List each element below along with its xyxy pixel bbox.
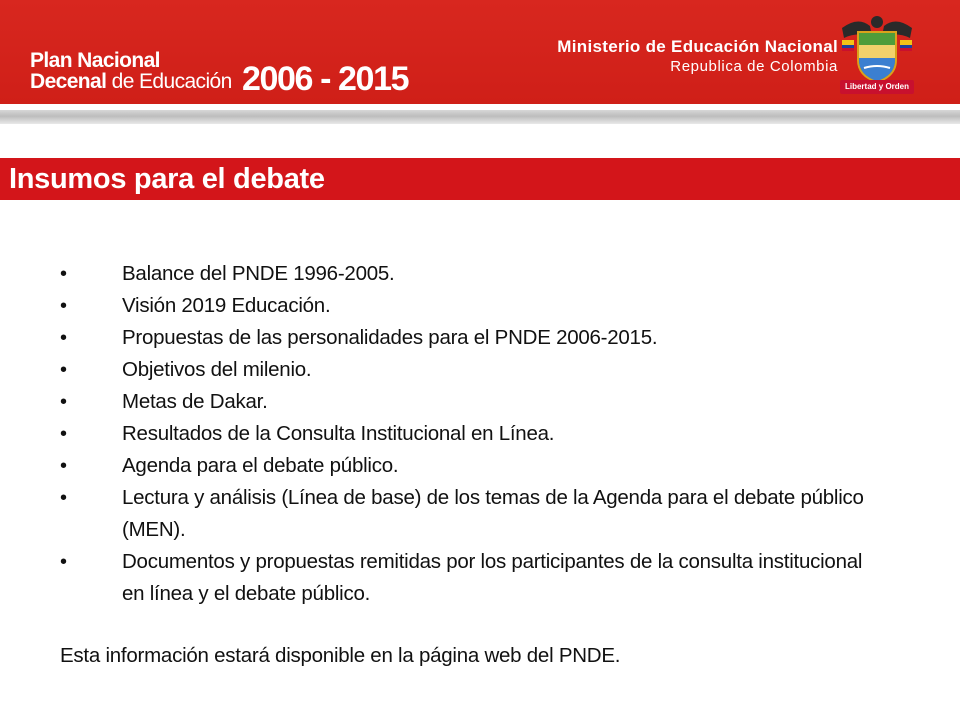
bullet-dot: • [60,455,67,477]
header-gray-divider [0,110,960,124]
ministry-block [557,36,838,76]
plan-logo-years: 2006 - 2015 [242,60,409,98]
crest-motto: Libertad y Orden [844,82,909,91]
bullet-list [0,258,960,610]
bullet-dot: • [60,551,67,573]
bullet-dot: • [60,359,67,381]
availability-note: Esta información estará disponible en la página web del PNDE. [60,644,621,667]
list-item-text: Documentos y propuestas remitidas por los participantes de la consulta institucional en línea y el debate público. [122,550,863,605]
plan-logo-educacion: de Educación [111,70,232,93]
list-item-text: Agenda para el debate público. [122,454,399,477]
list-item [0,258,882,290]
list-item-text: Metas de Dakar. [122,390,268,413]
list-item [0,354,882,386]
list-item [0,450,882,482]
list-item [0,546,882,610]
plan-decenal-logo [30,50,430,98]
plan-logo-decenal: Decenal [30,70,107,93]
slide-title: Insumos para el debate [9,163,325,195]
colombia-crest-icon [838,10,916,96]
title-bar [0,158,960,200]
list-item-text: Visión 2019 Educación. [122,294,331,317]
list-item [0,322,882,354]
list-item [0,482,882,546]
list-item-text: Resultados de la Consulta Institucional en Línea. [122,422,555,445]
plan-logo-line1: Plan Nacional [30,49,160,72]
plan-logo-line2 [30,71,232,93]
bullet-dot: • [60,295,67,317]
header-banner [0,0,960,104]
bullet-dot: • [60,423,67,445]
bullet-dot: • [60,487,67,509]
bullet-dot: • [60,327,67,349]
bullet-dot: • [60,263,67,285]
list-item-text: Propuestas de las personalidades para el PNDE 2006-2015. [122,326,658,349]
bullet-dot: • [60,391,67,413]
list-item [0,386,882,418]
list-item [0,418,882,450]
ministry-country: Republica de Colombia [670,58,838,75]
list-item-text: Lectura y análisis (Línea de base) de los temas de la Agenda para el debate público (MEN). [122,486,864,541]
list-item-text: Balance del PNDE 1996-2005. [122,262,395,285]
list-item-text: Objetivos del milenio. [122,358,312,381]
ministry-name: Ministerio de Educación Nacional [557,37,838,56]
list-item [0,290,882,322]
